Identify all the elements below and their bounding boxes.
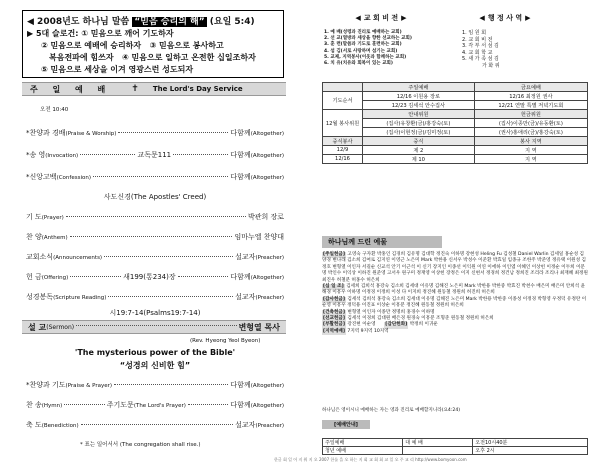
offering-header: 하나님께 드린 예물 — [322, 236, 442, 248]
slogan-1: ① 믿음으로 깨어 기도하자 — [81, 29, 174, 38]
offering-item: [십 일 조] 김세희 김희석 홍강숙 김소희 김세대 이유명 김해진 노은미 Mark 박한용 박한중 박효진 박천수 배은미 배은미 안희석 윤해경 이흥우 이하명 이정경 이정희 이성 다 이지희 정진혜 원동철 정원희 허진희 허은희 — [322, 284, 586, 296]
vision-banner: ◀ 2008년도 하나님 말씀 “믿음 승리의 해” (요일 5:4) ▶ 5대 슬로건: ① 믿음으로 깨어 기도하자 ② 믿음으로 예배에 승리하자 ③ 믿음으로 봉사하고 복음전파에 힘쓰자 ④ 믿음으로 일하고 온전한 십일조하자 ⑤ 믿음으로 세상을 이겨 영광스런 성도되자 — [22, 10, 284, 78]
creed: 사도신경(The Apostles' Creed) — [103, 193, 207, 201]
offering-item: [지역예배] 7지역 9지역 10지역 — [323, 328, 389, 334]
preacher-en: (Rev. Hyeong Yeol Byeon) — [190, 338, 261, 344]
bottom-verse: 하나님은 영이시니 예배하는 자는 영과 진리로 예배할지니라(요4:24) — [322, 408, 461, 413]
admin-list: 1. 임 원 회 2. 교 회 비 전 3. 각 부 서 섬 김 4. 교 회 학 교 5. 새 가 족 섬 김 가 화 위 — [462, 30, 500, 69]
table-row: 주일예배 대 예 배 오전10시40분 — [323, 439, 588, 447]
order-row: 헌 금 (Offering) 새199(통234)장 다함께 (Altogether) — [26, 273, 284, 281]
preacher: 변형열 목사 — [238, 322, 280, 332]
offering-item: [부활헌금] 강진현 이순영 [감단헌화] 박정희 이귀운 — [323, 322, 438, 328]
sermon-bar: 설 교 (Sermon) 변형열 목사 — [22, 320, 286, 334]
duty-table: 주일예배 금요예배 기도순서 12/16 이원용 장로 12/16 최정원 권사 12/23 김세석 안수집사 12/21 연말 특별 저녁기도회 12월 봉사위원 안내위원 헌금위원 (집사)유창환(금)/홍강숙(토) (집사)이종만(금)/유동환(토) (집사)이현정(금)/김미정(토) (권사)홍애리(금)/홍강숙(토) 중식봉사 중식 봉사 지역 12/9 제 2 지 역 12/16 제 10 지 역 — [322, 82, 588, 164]
vision-list: 1. 예 배(성령과 진리로 예배하는 교회) 2. 선 교(열방과 세상을 향한 선교하는 교회) 3. 훈 련(말씀과 기도로 훈련하는 교회) 4. 섬 김(서로 사랑하며 섬기는 교회) 5. 교제, 지역봉사(이웃과 함께하는 교회) 6. 치 유(치유와 회복이 있는 교회) — [324, 30, 412, 67]
service-time: 오전 10:40 — [40, 107, 69, 113]
service-bar: 주 일 예 배 ✝ The Lord's Day Service — [22, 82, 286, 96]
sermon-title-ko: “성경의 신비한 힘” — [119, 361, 191, 370]
scripture: 시19:7-14(Psalms19:7-14) — [109, 309, 201, 317]
order-row: 기 도 (Prayer) 박관희 장로 — [26, 213, 284, 221]
worship-times-table — [322, 438, 588, 455]
offering-item: [선교헌금] 김세석 이경희 김대원 배은경 원경숙 이흥분 조형준 원동철 정원희 허은희 — [323, 316, 494, 322]
worship-guide-tag: [예배안내] — [322, 420, 370, 429]
order-row: *송 영 (Invocation) 교독문111 다함께 (Altogether) — [26, 151, 284, 159]
cross-icon: ✝ — [131, 84, 139, 94]
order-row: 교회소식 (Announcements) 설교자 (Preacher) — [26, 253, 284, 261]
order-row: 축 도 (Benediction) 설교자 (Preacher) — [26, 421, 284, 429]
vision-header: ◀ 교 회 비 전 ▶ — [355, 14, 407, 22]
slogan-2: ② 믿음으로 예배에 승리하자 — [41, 41, 142, 50]
order-row: *신앙고백 (Confession) 다함께 (Altogether) — [26, 173, 284, 181]
table-row: 청년 예배 오후 2시 — [323, 447, 588, 455]
order-row: 찬 송 (Hymn) 주기도문 (The Lord's Prayer) 다함께 (Altogether) — [26, 401, 284, 409]
offering-list — [322, 252, 588, 335]
footer-text: 한글 회 일 어 지 워 지 오 2007 한를 을 오 하는 지 회 교 회 회 교 일 오 주 교 리 http://www.bomyoon.com — [274, 457, 467, 462]
rise-note: * 표는 일어서서 (The congregation shall rise.) — [80, 442, 201, 448]
slogan-3b: 복음전파에 힘쓰자 — [49, 53, 114, 62]
offering-item: [주일헌금] 고영숙 구자환 박홍인 김경희 김유명 김대학 정진숙 이하명 강현성 Heling Fu 김성철 Daniel Warlin 김세일 홍순성 김양경 변나래 김소희 김여로 김지연 이영근 노은미 Mark 박한용 신서우 박성수 이준환 박효일 임종규 조한주 박준영 정유택 이원성 김정호 변형열 이인자 서길순 신교석 안기 이근석 이 신기 장지인 이종선 이익원 이연 이에하 이인엽 이혜인 이상헌 이정순 이두희 이문명 박인수 이익상 이하진 원준영 고서우 원구미 정재영 이상헌 장정은 이지 신현서 정경희 정건남 정희진 조리라 조리나 최재혜 최정원 최진우 허철분 허홍수 허은희 — [322, 252, 588, 283]
offering-item: [감사헌금] 김세석 김희석 홍강숙 김소희 김세대 이유명 김해진 노은미 Mark 박한용 박한중 이종성 이정경 박형영 우정덕 유정란 이순영 이흥우 정덕용 이진표 이상순 이흥분 정진혜 원동철 정원희 허은희 — [322, 296, 587, 309]
order-row: *찬양과 기도 (Praise & Prayer) 다함께 (Altogether) — [26, 381, 284, 389]
order-row: 성경봉독 (Scripture Reading) 설교자 (Preacher) — [26, 293, 284, 301]
offering-item: [건축헌금] 변형열 이인자 이종만 정명희 홍경수 이하명 — [323, 309, 435, 315]
slogan-4: ④ 믿음으로 일하고 온전한 십일조하자 — [121, 53, 256, 62]
order-row: *찬양과 경배 (Praise & Worship) 다함께 (Altogether) — [26, 129, 284, 137]
order-row: 찬 양 (Anthem) 임마누엘 찬양대 — [26, 233, 284, 241]
year-theme: ◀ 2008년도 하나님 말씀 “믿음 승리의 해” (요일 5:4) — [27, 17, 255, 27]
slogan-3: ③ 믿음으로 봉사하고 — [149, 41, 224, 50]
admin-header: ◀ 행 정 사 역 ▶ — [479, 14, 531, 22]
sermon-title-en: 'The mysterious power of the Bible' — [74, 348, 236, 357]
slogan-5: ⑤ 믿음으로 세상을 이겨 영광스런 성도되자 — [41, 65, 194, 74]
